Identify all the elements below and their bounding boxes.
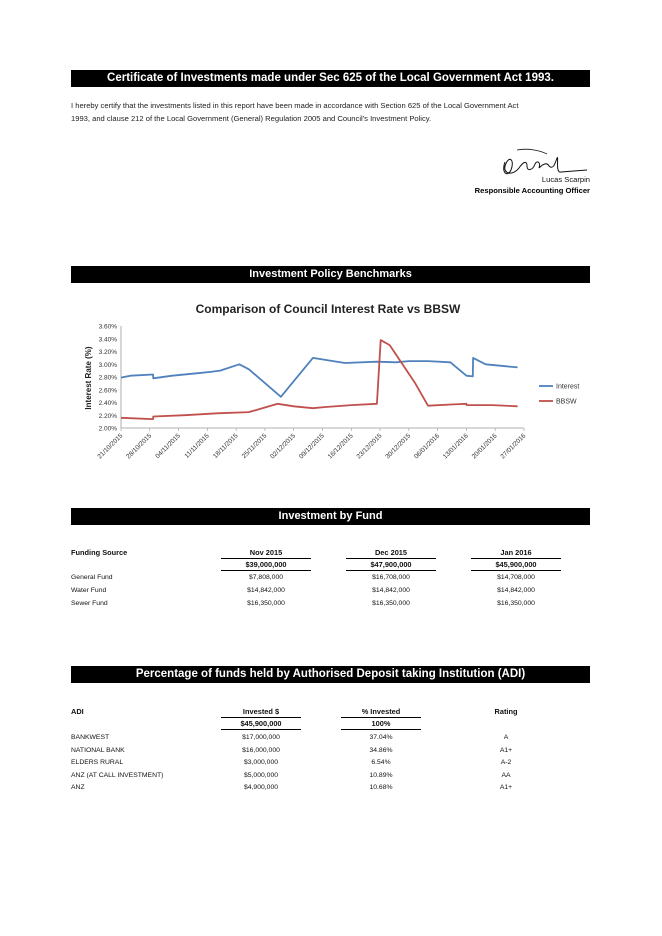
fund-cell: $7,808,000 [248, 574, 284, 581]
adi-row-pct: 34.86% [369, 746, 393, 754]
fund-col-month: Jan 2016 [500, 548, 532, 557]
x-tick-label: 27/01/2016 [499, 432, 528, 461]
fund-row-name: General Fund [71, 574, 113, 581]
signatory-name: Lucas Scarpin [541, 175, 590, 184]
chart-plot-area [121, 326, 524, 428]
x-tick-label: 11/11/2015 [183, 432, 211, 460]
adi-row-invested: $4,900,000 [243, 784, 279, 791]
adi-row-pct: 6.54% [371, 759, 391, 766]
x-tick-label: 30/12/2015 [384, 432, 413, 461]
y-tick-label: 2.20% [98, 412, 117, 420]
x-tick-label: 02/12/2015 [269, 432, 298, 461]
x-tick-label: 13/01/2016 [441, 432, 470, 461]
adi-total-pct: 100% [341, 717, 421, 730]
chart-legend [539, 384, 579, 406]
fund-cell: $16,350,000 [372, 600, 410, 607]
y-tick-label: 2.80% [98, 374, 117, 382]
fund-heading: Investment by Fund [71, 508, 590, 525]
adi-row-invested: $5,000,000 [243, 771, 279, 779]
x-tick-label: 06/01/2016 [413, 432, 442, 461]
adi-row-rating: A [503, 734, 509, 741]
adi-row-name: ELDERS RURAL [71, 759, 124, 766]
x-tick-label: 09/12/2015 [297, 432, 326, 461]
adi-row-pct: 10.68% [369, 784, 393, 791]
adi-row-rating: A1+ [499, 746, 513, 754]
y-tick-label: 2.40% [98, 400, 117, 407]
adi-col-name: ADI [71, 707, 84, 716]
fund-row-name: Sewer Fund [71, 600, 108, 607]
series-line-interest [121, 358, 518, 397]
adi-row-rating: A-2 [500, 759, 512, 766]
adi-row-pct: 37.04% [369, 734, 393, 741]
fund-label-header: Funding Source [71, 548, 128, 557]
fund-cell: $16,708,000 [372, 574, 410, 581]
legend-label: BBSW [556, 398, 577, 406]
x-tick-label: 18/11/2015 [211, 432, 240, 461]
fund-col-total: $45,900,000 [471, 558, 561, 571]
fund-cell: $16,350,000 [497, 600, 535, 607]
y-tick-label: 3.00% [98, 361, 117, 369]
fund-cell: $16,350,000 [247, 600, 285, 607]
series-line-bbsw [121, 340, 518, 419]
adi-row-rating: A1+ [499, 784, 513, 791]
x-tick-label: 04/11/2015 [154, 432, 182, 461]
y-axis-label: Interest Rate (%) [84, 346, 93, 410]
x-tick-label: 28/10/2015 [125, 432, 154, 461]
adi-row-name: BANKWEST [71, 734, 110, 741]
x-tick-label: 21/10/2015 [96, 432, 125, 461]
signatory-title: Responsible Accounting Officer [474, 186, 590, 195]
adi-heading: Percentage of funds held by Authorised Deposit taking Institution (ADI) [71, 666, 590, 683]
adi-row-invested: $17,000,000 [242, 734, 280, 741]
adi-col-invested: Invested $ [242, 707, 280, 716]
fund-cell: $14,842,000 [247, 587, 285, 594]
fund-col-month: Dec 2015 [374, 548, 408, 557]
benchmarks-heading: Investment Policy Benchmarks [71, 266, 590, 283]
fund-cell: $14,708,000 [497, 574, 535, 581]
adi-row-name: ANZ [71, 784, 85, 791]
certificate-text-line1: I hereby certify that the investments listed in this report have been made in accordance with Section 625 of the Local Government Act [71, 101, 519, 110]
y-tick-label: 2.00% [98, 425, 117, 433]
x-tick-label: 16/12/2015 [326, 432, 355, 461]
x-tick-label: 20/01/2016 [470, 432, 499, 461]
y-tick-label: 2.60% [98, 387, 117, 395]
chart-title: Comparison of Council Interest Rate vs BBSW [195, 302, 461, 316]
benchmark-chart [71, 296, 591, 496]
x-tick-label: 25/11/2015 [240, 432, 269, 461]
adi-col-rating: Rating [494, 707, 518, 716]
adi-row-invested: $16,000,000 [242, 746, 280, 754]
y-tick-label: 3.20% [98, 349, 117, 356]
adi-table [71, 707, 591, 797]
legend-label: Interest [556, 383, 580, 391]
y-tick-label: 3.60% [98, 323, 117, 331]
fund-table [71, 548, 591, 618]
adi-col-pct: % Invested [361, 707, 401, 716]
certificate-heading: Certificate of Investments made under Sec 625 of the Local Government Act 1993. [71, 70, 590, 87]
fund-col-total: $39,000,000 [221, 558, 311, 571]
x-tick-label: 23/12/2015 [355, 432, 384, 461]
adi-row-pct: 10.89% [369, 771, 393, 779]
adi-row-name: NATIONAL BANK [71, 746, 125, 754]
fund-col-total: $47,900,000 [346, 558, 436, 571]
adi-row-invested: $3,000,000 [243, 759, 279, 766]
adi-total-invested: $45,900,000 [221, 717, 301, 730]
fund-row-name: Water Fund [71, 587, 107, 594]
adi-row-name: ANZ (AT CALL INVESTMENT) [71, 771, 164, 779]
fund-cell: $14,842,000 [372, 587, 410, 594]
fund-col-month: Nov 2015 [249, 548, 283, 557]
fund-cell: $14,842,000 [497, 587, 535, 594]
certificate-text-line2: 1993, and clause 212 of the Local Government (General) Regulation 2005 and Council's Investment Policy. [71, 114, 432, 123]
adi-row-rating: AA [501, 771, 511, 779]
certificate-text [71, 99, 591, 125]
y-tick-label: 3.40% [98, 336, 117, 344]
